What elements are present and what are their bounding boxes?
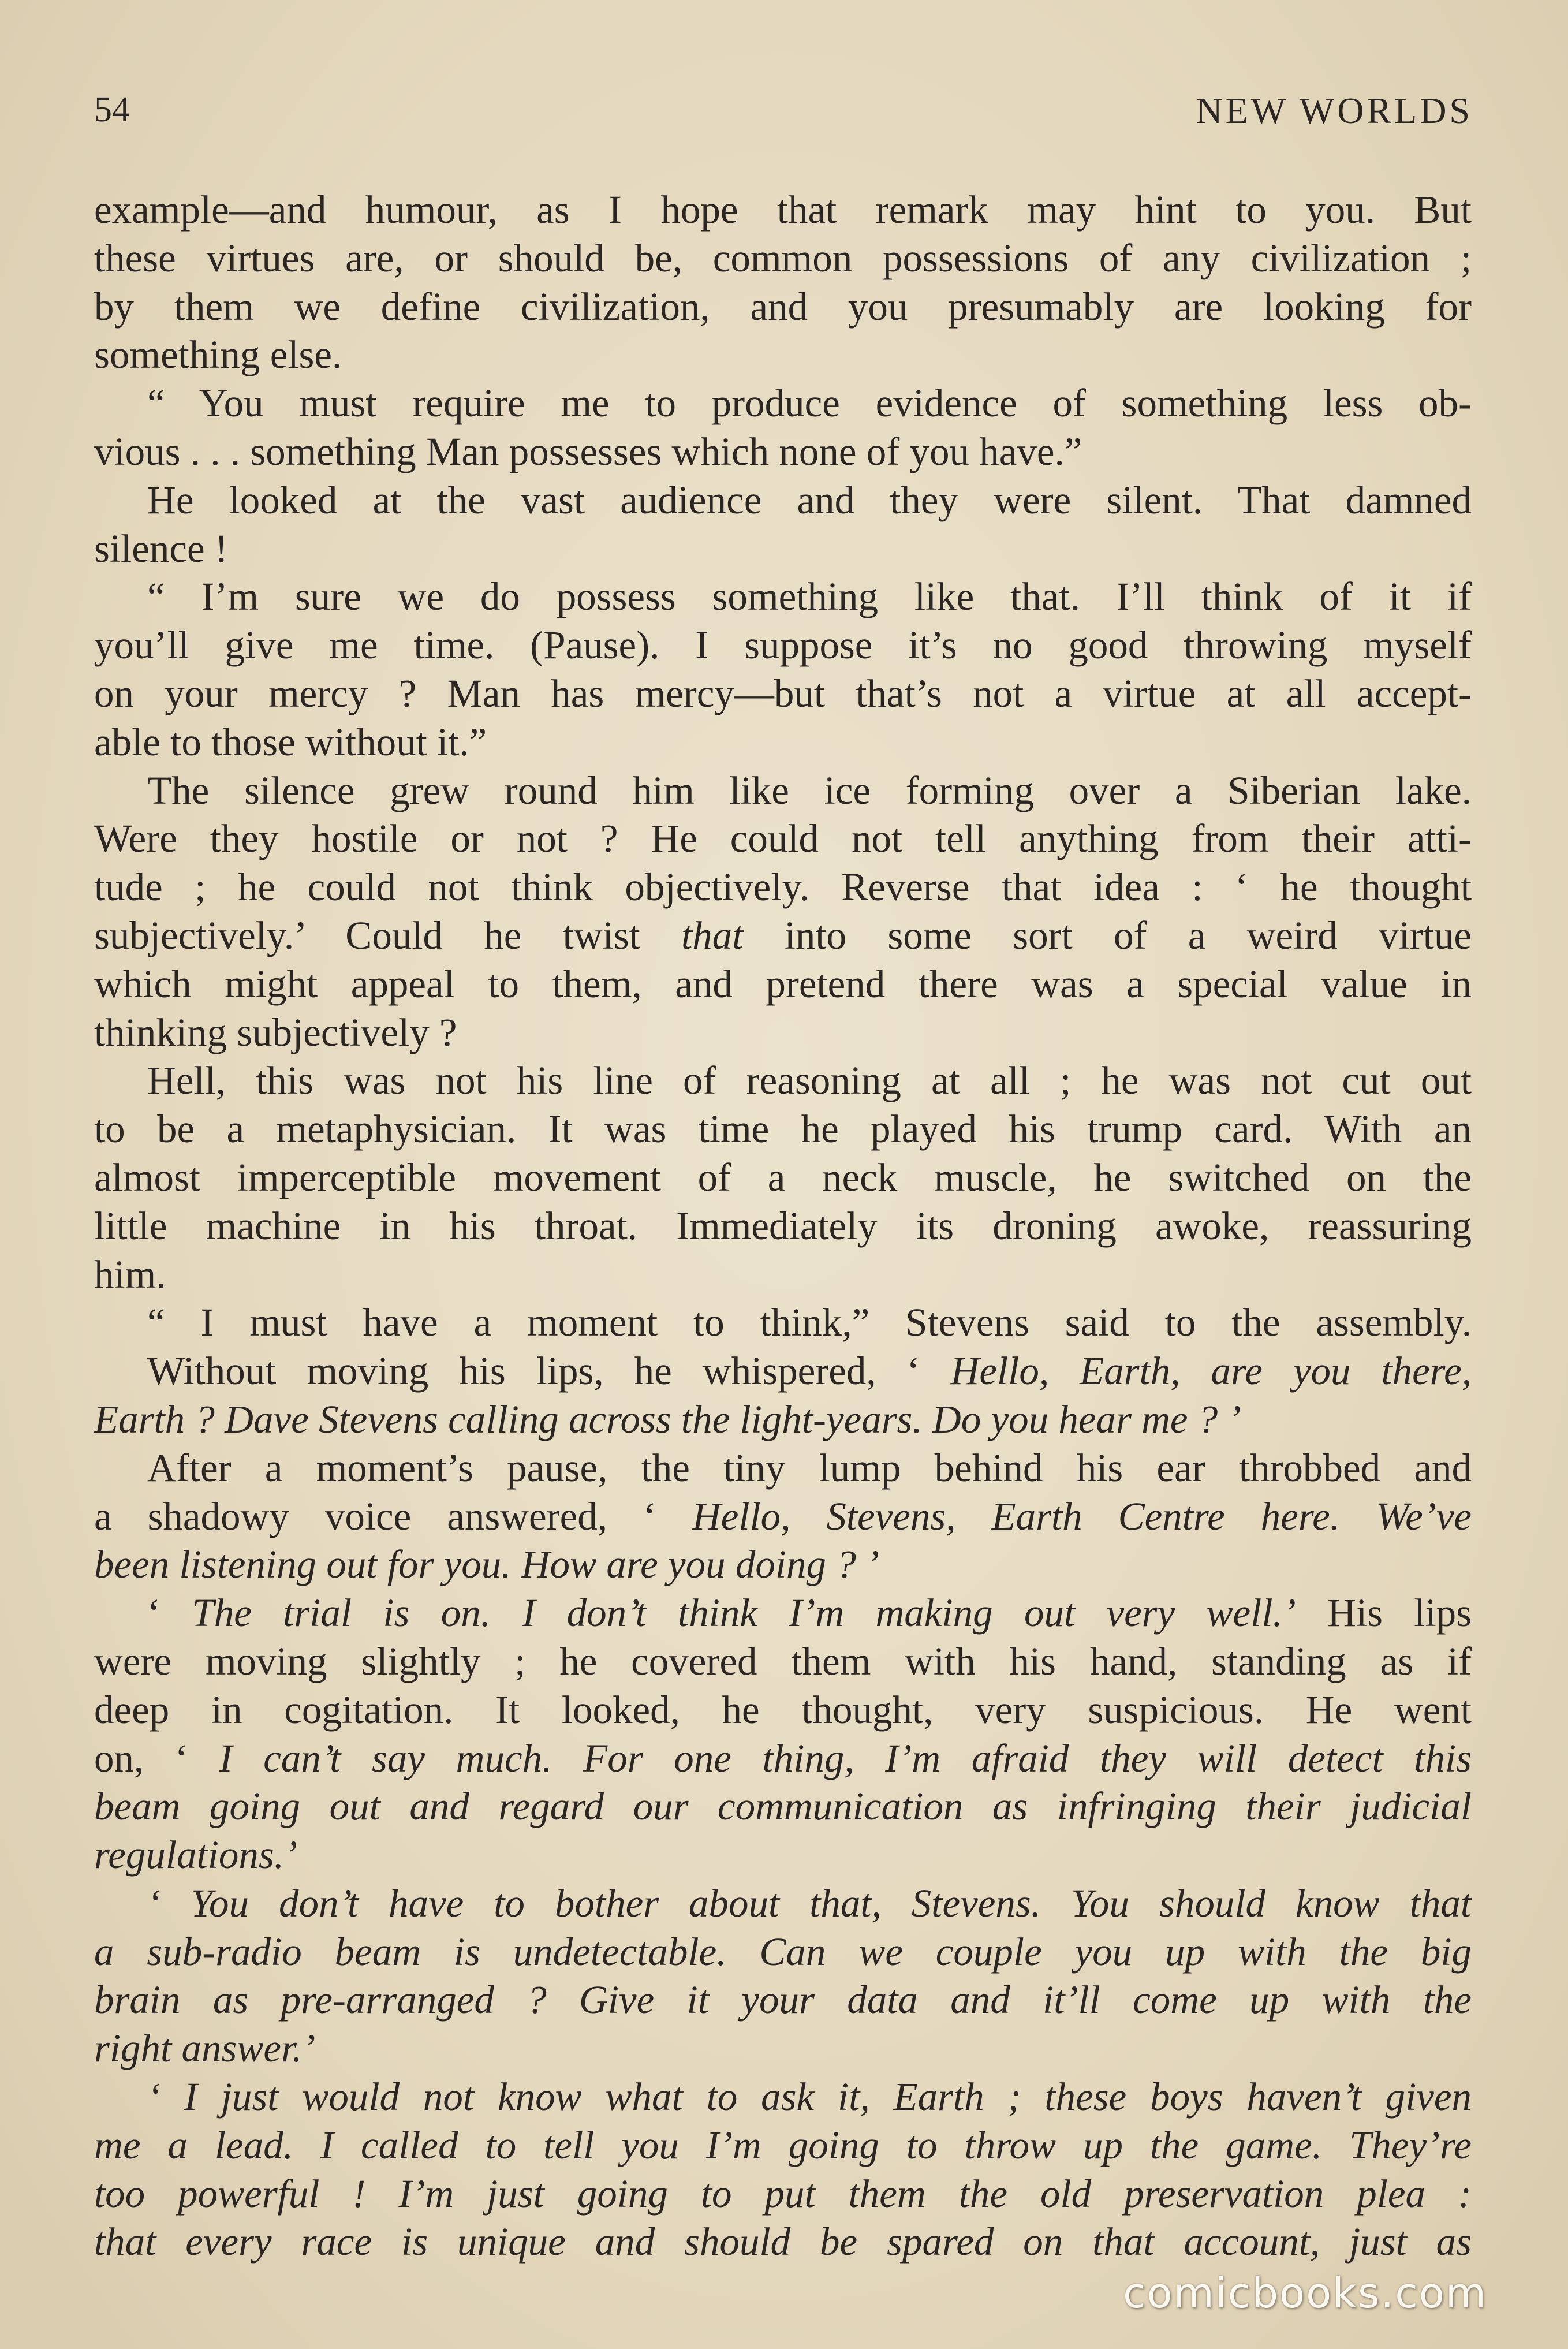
text-line: Earth ? Dave Stevens calling across the light-years. Do you hear me ? ’ [94,1397,1241,1441]
text-line: The silence grew round him like ice forming over a Siberian lake. [147,768,1472,812]
text-line: deep in cogitation. It looked, he thought, very suspicious. He went [94,1687,1472,1732]
text-line: tude ; he could not think objectively. Reverse that idea : ‘ he thought [94,865,1472,909]
text-line: He looked at the vast audience and they were silent. That damned [147,478,1472,522]
watermark: comicbooks.com [1122,2269,1487,2317]
text-line: “ I’m sure we do possess something like that. I’ll think of it if [147,575,1472,619]
text-line: After a moment’s pause, the tiny lump behind his ear throbbed and [147,1445,1472,1490]
text-line: something else. [94,333,342,377]
text-line: a shadowy voice answered, ‘ Hello, Stevens, Earth Centre here. We’ve [94,1494,1472,1538]
text-line: able to those without it.” [94,719,487,764]
text-line: on, ‘ I can’t say much. For one thing, I’m afraid they will detect this [94,1736,1472,1780]
text-line: Without moving his lips, he whispered, ‘ Hello, Earth, are you there, [147,1349,1472,1393]
text-line: that every race is unique and should be spared on that account, just as [94,2220,1472,2264]
text-line: ‘ The trial is on. I don’t think I’m making out very well.’ His lips [147,1591,1472,1635]
page-header [94,90,1473,153]
text-line: subjectively.’ Could he twist that into some sort of a weird virtue [94,913,1472,957]
text-line: beam going out and regard our communication as infringing their judicial [94,1784,1472,1829]
text-line: ‘ I just would not know what to ask it, Earth ; these boys haven’t given [147,2075,1472,2119]
text-line: “ You must require me to produce evidence of something less ob- [147,381,1472,426]
running-title: NEW WORLDS [1196,90,1473,131]
text-line: you’ll give me time. (Pause). I suppose it’s no good throwing myself [94,623,1472,668]
text-line: were moving slightly ; he covered them with his hand, standing as if [94,1639,1472,1683]
text-line: thinking subjectively ? [94,1010,457,1054]
text-line: him. [94,1252,166,1296]
text-line: vious . . . something Man possesses which none of you have.” [94,429,1082,473]
text-line: too powerful ! I’m just going to put them the old preservation plea : [94,2171,1472,2216]
text-line: which might appeal to them, and pretend there was a special value in [94,961,1472,1006]
text-line: ‘ You don’t have to bother about that, Stevens. You should know that [147,1881,1472,1925]
text-line: been listening out for you. How are you doing ? ’ [94,1542,880,1587]
text-line: me a lead. I called to tell you I’m going to throw up the game. They’re [94,2123,1472,2167]
text-line: to be a metaphysician. It was time he played his trump card. With an [94,1107,1472,1151]
text-line: little machine in his throat. Immediately its droning awoke, reassuring [94,1203,1472,1248]
text-line: Hell, this was not his line of reasoning at all ; he was not cut out [147,1058,1472,1103]
text-line: example—and humour, as I hope that remark may hint to you. But [94,188,1472,232]
text-line: brain as pre-arranged ? Give it your data and it’ll come up with the [94,1978,1472,2022]
text-line: almost imperceptible movement of a neck muscle, he switched on the [94,1155,1472,1199]
text-line: “ I must have a moment to think,” Stevens said to the assembly. [147,1300,1472,1345]
text-line: a sub-radio beam is undetectable. Can we couple you up with the big [94,1929,1472,1974]
body-text [94,186,1472,2266]
text-line: these virtues are, or should be, common possessions of any civilization ; [94,236,1472,280]
text-line: on your mercy ? Man has mercy—but that’s not a virtue at all accept- [94,671,1472,715]
page-number: 54 [94,90,130,129]
text-line: by them we define civilization, and you presumably are looking for [94,284,1472,329]
text-line: Were they hostile or not ? He could not tell anything from their atti- [94,816,1472,861]
text-line: right answer.’ [94,2026,316,2071]
text-line: silence ! [94,526,228,571]
text-line: regulations.’ [94,1833,298,1877]
